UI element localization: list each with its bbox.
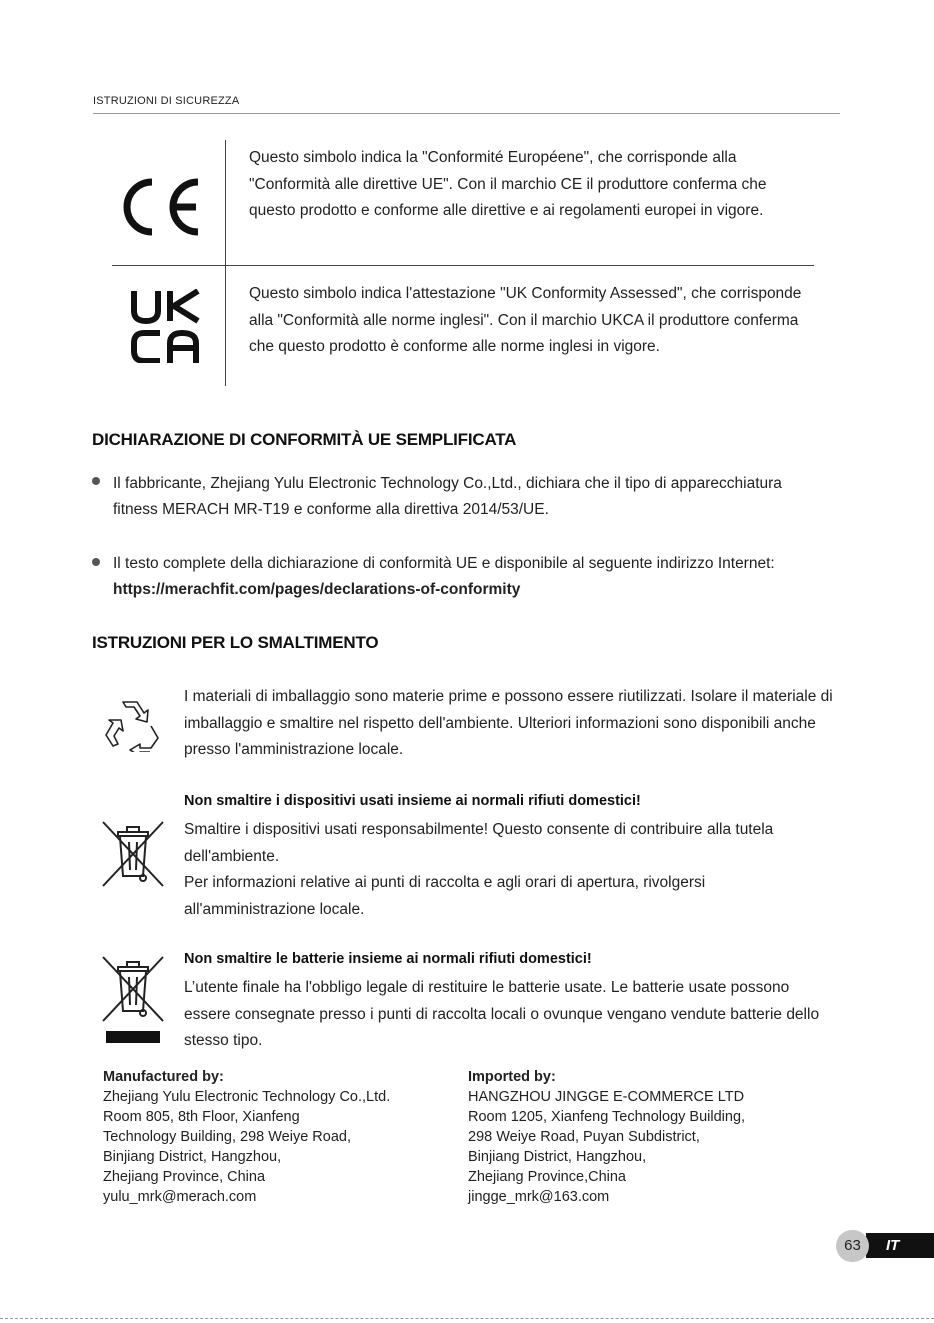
page-header-title: ISTRUZIONI DI SICUREZZA [93,95,240,107]
batteries-warning-title: Non smaltire le batterie insieme ai normali rifiuti domestici! [184,951,592,967]
language-tab: IT [866,1233,934,1258]
importer-title: Imported by: [468,1069,556,1085]
batteries-text: L’utente finale ha l'obbligo legale di restituire le batterie usate. Le batterie usate possono essere consegnate presso i punti di raccolta locali o ovunque vengano vendute batterie dello stesso tipo. [184,979,820,1049]
manufacturer-line: Technology Building, 298 Weiye Road, [103,1129,352,1145]
declaration-bullet-1: Il fabbricante, Zhejiang Yulu Electronic Technology Co.,Ltd., dichiara che il tipo di apparecchiatura fitness MERACH MR-T19 e conforme alla direttiva 2014/53/UE. [113,475,782,518]
devices-text-1: Smaltire i dispositivi usati responsabilmente! Questo consente di contribuire alla tutela dell'ambiente. [184,821,774,865]
ce-description: Questo simbolo indica la "Conformité Européene", che corrisponde alla "Conformità alle direttive UE". Con il marchio CE il produttore conferma che questo prodotto e conforme alle direttive e ai regolamenti europei in vigore. [249,149,767,219]
declaration-bullet-2 [113,551,793,603]
importer-line: 298 Weiye Road, Puyan Subdistrict, [468,1129,700,1145]
manufacturer-line: Zhejiang Yulu Electronic Technology Co.,Ltd. [103,1089,391,1105]
disposal-title: ISTRUZIONI PER LO SMALTIMENTO [92,633,379,652]
manufacturer-line: Zhejiang Province, China [103,1169,266,1185]
ukca-mark-icon [130,289,204,363]
ukca-description: Questo simbolo indica l'attestazione "UK Conformity Assessed", che corrisponde alla "Conformità alle norme inglesi". Con il marchio UKCA il produttore conferma che questo prodotto è conforme alle norme inglesi in vigore. [249,285,802,355]
page-bottom-edge [0,1318,934,1319]
importer-line: HANGZHOU JINGGE E-COMMERCE LTD [468,1089,745,1105]
importer-line: Binjiang District, Hangzhou, [468,1149,647,1165]
packaging-text: I materiali di imballaggio sono materie prime e possono essere riutilizzati. Isolare il materiale di imballaggio e smaltire nel rispetto dell'ambiente. Ulteriori informazioni sono disponibili anche presso l'amministrazione locale. [184,688,833,758]
weee-bin-icon [101,820,165,888]
manufacturer-block [103,1067,453,1207]
symbol-table-divider-horizontal [112,265,814,266]
page-number: 63 [836,1230,869,1262]
ce-mark-icon [118,174,206,240]
declaration-link[interactable]: https://merachfit.com/pages/declarations-of-conformity [113,581,521,598]
declaration-title: DICHIARAZIONE DI CONFORMITÀ UE SEMPLIFICATA [92,430,517,449]
bullet-icon [92,477,100,485]
recycle-icon [103,698,161,752]
bullet-icon [92,558,100,566]
importer-line: Zhejiang Province,China [468,1169,626,1185]
devices-text-2: Per informazioni relative ai punti di raccolta e agli orari di apertura, rivolgersi all'amministrazione locale. [184,874,706,918]
manufacturer-email: yulu_mrk@merach.com [103,1189,257,1205]
declaration-bullet-2-text: Il testo complete della dichiarazione di conformità UE e disponibile al seguente indirizzo Internet: [113,555,775,572]
header-divider [93,113,840,114]
manufacturer-line: Binjiang District, Hangzhou, [103,1149,282,1165]
manufacturer-line: Room 805, 8th Floor, Xianfeng [103,1109,300,1125]
battery-bin-icon [101,955,165,1045]
symbol-table-divider-vertical [225,140,226,386]
devices-warning-title: Non smaltire i dispositivi usati insieme ai normali rifiuti domestici! [184,793,641,809]
manufacturer-title: Manufactured by: [103,1069,224,1085]
importer-line: Room 1205, Xianfeng Technology Building, [468,1109,746,1125]
importer-block [468,1067,828,1207]
importer-email: jingge_mrk@163.com [468,1189,610,1205]
